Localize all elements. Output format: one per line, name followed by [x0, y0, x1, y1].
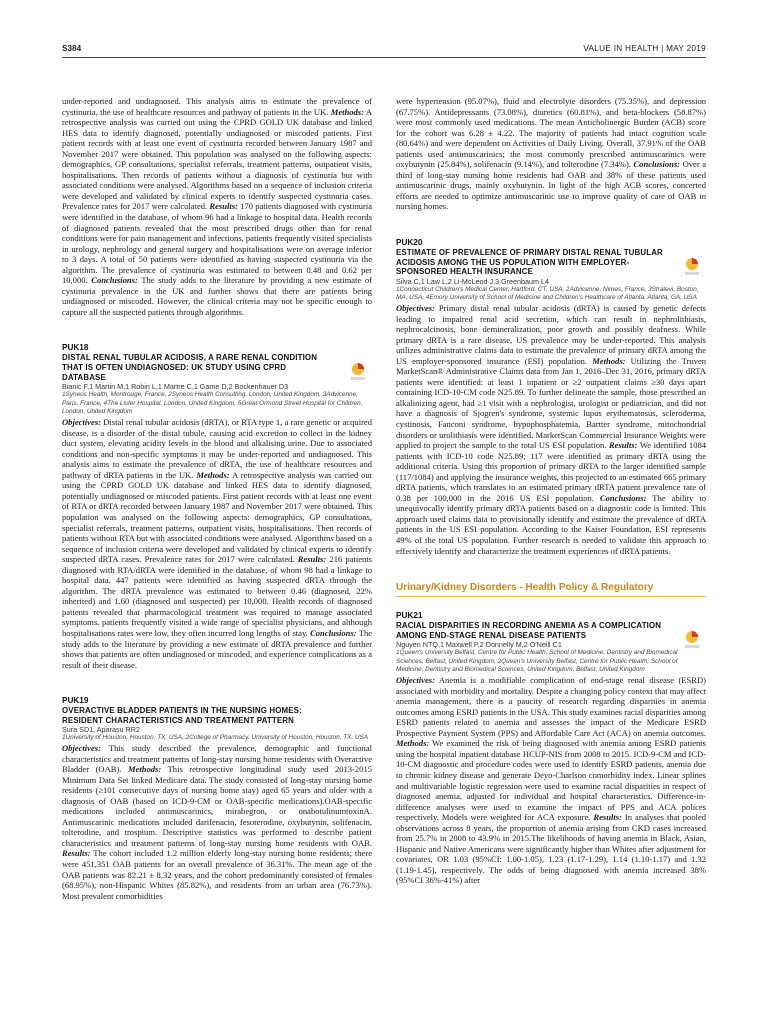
affiliations: 1University of Houston, Houston, TX, USA, 2College of Pharmacy, University of Houston, Houston, TX, USA: [62, 734, 369, 742]
running-header: [62, 44, 706, 60]
header-rule: [62, 57, 706, 58]
affiliations: 1Connecticut Children's Medical Center, Hartford, CT, USA, 2Advicenne, Nimes, France, 3Stratevi, Boston, MA, USA, 4Emory University of School of Medicine and Children's Healthcare of Atlanta, Atlanta, GA, USA: [396, 285, 699, 302]
check-for-updates-icon[interactable]: [348, 361, 368, 383]
author-list: Bianic F,1 Martin M,1 Robin L,1 Martre C,1 Game D,2 Bockenhauer D3: [62, 382, 289, 392]
abstract-puk19: [62, 696, 372, 901]
author-list: Nguyen NTQ,1 Maxwell P,2 Donnelly M,2 O'Neill C1: [396, 640, 562, 650]
affiliations: 1Queen's University Belfast, Centre for Public Health, School of Medicine, Dentistry and Biomedical Sciences, Belfast, United Kingdom, 2Queen's University Belfast, Centre for Public Health, School of Medicine, Dentistry and Biomedical Sciences, United Kingdom, Belfast, United Kingdom: [396, 649, 678, 674]
abstract-puk19-continued: [396, 96, 706, 212]
abstract-id: PUK20: [396, 238, 423, 248]
abstract-text: under-reported and undiagnosed. This analysis aims to estimate the prevalence of cystinuria, the use of healthcare resources and pathway of patients in the UK. Methods: A retrospective analysis was carried out using the CPRD GOLD UK database and linked HES data to identify diagnosed, potentially undiagnosed or miscoded patients. First patient records with at least one event of cystinuria recorded between January 1987 and November 2017 were obtained. This population was analysed on the following aspects: demographics, GP consultations, specialist referrals, treatment patterns, outpatient visits, hospitalisations. Then records of patients without a diagnosis of cystinuria but with associated conditions were analysed. Algorithms based on a sequence of inclusion criteria were developed and validated by clinical experts to identify suspected cystinuria cases. Prevalence rates for 2017 were calculated. Results: 170 patients diagnosed with cystinuria were identified in the database, of whom 96 had a linkage to hospital data. Health records of diagnosed patients revealed that the most prescribed drugs other than for renal conditions were for pain management and infections, patients frequently visited specialists in urology, nephrology and general surgery and hospitalisations were on average inferior to 3 days. A total of 50 patients were identified as having suspected cystinuria via the algorithm. The prevalence of cystinuria was estimated to between 0.48 and 0.62 per 10,000. Conclusions: The study adds to the literature by providing a new estimate of cystinuria prevalence in the UK and further shows that there are patients being undiagnosed or miscoded. However, the clinical criteria may not be specific enough to capture all the suspected patients through algorithms.: [62, 96, 372, 317]
abstract-title: ESTIMATE OF PREVALENCE OF PRIMARY DISTAL RENAL TUBULAR ACIDOSIS AMONG THE US POPULATION WITH EMPLOYER-SPONSORED HEALTH INSURANCE: [396, 248, 663, 277]
abstract-puk20: [396, 238, 706, 556]
abstract-id: PUK21: [396, 611, 423, 621]
abstract-id: PUK18: [62, 343, 89, 353]
journal-issue: VALUE IN HEALTH | MAY 2019: [583, 44, 706, 53]
abstract-title: RACIAL DISPARITIES IN RECORDING ANEMIA AS A COMPLICATION AMONG END-STAGE RENAL DISEASE PATIENTS: [396, 621, 662, 640]
abstract-body: Objectives: Primary distal renal tubular acidosis (dRTA) is caused by genetic defects leading to impaired renal acid secretion, which can result in nephrolithiasis, nephrocalcinosis, bone demineralization, poor growth and possibly deafness. While primary dRTA is a rare disease, US prevalence may be under-reported. This analysis utilizes administrative claims data to estimate the prevalence of primary dRTA among the US employer-sponsored insurance (ESI) population. Methods: Utilizing the Truven MarketScan® Administrative Claims data from Jan 1, 2016–Dec 31, 2016, primary dRTA patients were identified: at least 1 inpatient or ≥2 outpatient claims ≥30 days apart containing ICD-10-CM code N25.89. To further delineate the sample, those prescribed an alkalinizing agent, had ≥1 visit with a nephrologist, urologist or pediatrician, and did not have a diagnosis of Sjogren's syndrome, systemic lupus erythematosus, scleroderma, cystinosis, Fanconi syndrome, hypophosphatemia, Bartter syndrome, mitochondrial disorders or urolithiasis were identified. MarketScan Commercial Insurance Weights were applied to project the sample to the total US ESI population. Results: We identified 1084 patients with ICD-10 code N25.89; 117 were identified as primary dRTA using the additional criteria. Using this proportion of primary dRTA to the larger identified sample (117/1084) and applying the insurance weights, this projected to an estimated 665 primary dRTA patients, which translates to an estimated primary dRTA patient prevalence rate of 0.38 per 100,000 in the 2016 US ESI population. Conclusions: The ability to unequivocally identify primary dRTA patients based on a diagnostic code is limited. This approach used claims data to provisionally identify and estimate the prevalence of dRTA patients in the US ESI population. According to the Kaiser Foundation, ESI represents 49% of the total US population. Further research is needed to validate this approach to effectively identify and characterize the treatment experiences of dRTA patients.: [396, 302, 706, 556]
abstract-puk18: [62, 343, 372, 670]
abstract-id: PUK19: [62, 696, 89, 706]
left-column: [62, 96, 372, 988]
abstract-puk21: [396, 611, 706, 886]
right-column: [396, 96, 706, 988]
abstract-title: DISTAL RENAL TUBULAR ACIDOSIS, A RARE RENAL CONDITION THAT IS OFTEN UNDIAGNOSED: UK STUDY USING CPRD DATABASE: [62, 353, 318, 382]
section-heading: Urinary/Kidney Disorders - Health Policy & Regulatory: [396, 582, 706, 597]
abstract-text: were hypertension (95.07%), fluid and electrolyte disorders (75.35%), and depression (67.75%). Antidepressants (73.08%), diuretics (60.81%), and beta-blockers (58.87%) were most commonly used medications. The mean Anticholinergic Burden (ACB) score for the cohort was 6.28 ± 4.22. The majority of patients had intact cognition scale (80.64%) and were dependent on Activities of Daily Living. Overall, 37.91% of the OAB patients used antimuscarinics; the most commonly prescribed antimuscarinics were oxybutynin (25.84%), solifenacin (9.14%), and tolterodine (7.34%). Conclusions: Over a third of long-stay nursing home residents had OAB and 38% of these patients used antimuscarinic drugs, mainly oxybutynin. In light of the high ACB scores, concerted efforts are needed to optimize antimuscarinic use to improve quality of care of OAB in nursing homes.: [396, 96, 706, 212]
abstract-continued: [62, 96, 372, 317]
page-number: S384: [62, 44, 82, 53]
abstract-body: Objectives: This study described the prevalence, demographic and functional characteristics and treatment patterns of long-stay nursing home residents with Overactive Bladder (OAB). Methods: This retrospective longitudinal study used 2013-2015 Minimum Data Set linked Medicare data. The study consisted of long-stay nursing home residents (≥101 consecutive days of nursing home stay) aged 65 years and older with a diagnosis of OAB (based on ICD-9-CM or OAB-specific medications).OAB-specific medications included antimuscarinics, mirabegron, or onabotulinumtoxinA. Antimuscarinic medications included darifenacin, fesoterodine, oxybutynin, solifenacin, tolterodine, and trospium. Descriptive statistics was performed to describe patient characteristics and treatment patterns of long-stay nursing home residents with OAB. Results: The cohort included 1.2 million elderly long-stay nursing home residents; there were 451,351 OAB patients for an overall prevalence of 36.31%. The mean age of the OAB patients was 82.21 ± 8.32 years, and the cohort predominantly consisted of females (68.95%), non-Hispanic Whites (85.82%), and residents from an urban area (76.73%). Most prevalent comorbidities: [62, 742, 372, 901]
author-list: Silva C,1 Law L,2 Li-McLeod J,3 Greenbaum L4: [396, 276, 550, 286]
check-for-updates-icon[interactable]: [682, 629, 702, 651]
check-for-updates-icon[interactable]: [682, 256, 702, 278]
abstract-body: Objectives: Anemia is a modifiable complication of end-stage renal disease (ESRD) associated with morbidity and mortality. Despite a changing policy context that may affect anemia management, there is a paucity of research regarding disparities in anemia outcomes among ESRD patients in the USA. This study examines racial disparities among ESRD patients related to anemia and assesses the impact of the Medicare ESRD Prospective Payment System (PPS) and Affordable Care Act (ACA) on anemia outcomes. Methods: We examined the risk of being diagnosed with anemia among ESRD patients using the hospital inpatient database HCUP-NIS from 2008 to 2015. ICD-9-CM and ICD-10-CM diagnostic and procedure codes were used to identify ESRD patients, anemia due to chronic kidney disease and generate Deyo-Charlson comorbidity index. Linear splines and multivariable logistic regression were used to examine racial disparities in respect of diagnosed anemia, adjusted for individual and hospital characteristics. Difference-in-difference analyses were used to examine the impact of PPS and ACA polices respectively. Models were weighted for ACA exposure. Results: In analyses that pooled observations across 8 years, the proportion of anemia arising from CKD cases increased from 25.7% in 2008 to 43.9% in 2015.The likelihoods of having anemia in Black, Asian, Hispanic and Native Americans were significantly higher than Whites after adjustment for covariates, OR 1.03 (95%CI: 1.00-1.05), 1.23 (1.17-1.29), 1.14 (1.10-1.17) and 1.32 (1.19-1.45), respectively. The odds of being diagnosed with anemia increased 38% (95%CI 36%-41%) after: [396, 675, 706, 886]
abstract-title: OVERACTIVE BLADDER PATIENTS IN THE NURSING HOMES: RESIDENT CHARACTERISTICS AND TREATMENT PATTERN: [62, 706, 302, 725]
affiliations: 1Syneos Health, Montrouge, France, 2Syneos Health Consulting, London, United Kingdom, 3Advicenne, Paris, France, 4The Lister Hospital, London, United Kingdom, 5Great Ormond Street Hospital for Children, London, United Kingdom: [62, 391, 363, 416]
abstract-body: Objectives: Distal renal tubular acidosis (dRTA), or RTA type 1, a rare genetic or acquired disease, is a disorder of the distal tubule, causing acid excretion to collect in the kidney duct system, elevating acidity levels in the blood and alkalising urine. Due to associated conditions and non-specific symptoms it may be under-reported and undiagnosed. This analysis aims to estimate the prevalence of dRTA, the use of healthcare resources and pathway of dRTA patients in the UK. Methods: A retrospective analysis was carried out using the CPRD GOLD UK database and linked HES data to identify diagnosed, potentially undiagnosed or miscoded patients. First patient records with at least one event of RTA or dRTA recorded between January 1987 and November 2017 were obtained. This population was analysed on the following aspects: demographics, GP consultations, specialist referrals, treatment patterns, outpatient visits, hospitalisations. Then records of patients without RTA but with associated conditions were analysed. Algorithms based on a sequence of inclusion criteria were developed and validated by clinical experts to identify suspected dRTA cases. Prevalence rates for 2017 were calculated. Results: 216 patients diagnosed with RTA/dRTA were identified in the database, of whom 98 had a linkage to hospital data. 447 patients were identified as having suspected dRTA through the algorithm. The dRTA prevalence was estimated to between 0.46 (diagnosed, 22% inherited) and 1.60 (diagnosed and suspected) per 10,000. Health records of diagnosed patients revealed that pharmacological treatment was required to manage associated symptoms, patients frequently visited a wide range of specialist physicians, and although hospitalisations rates were low, they often incurred long lengths of stay. Conclusions: The study adds to the literature by providing a new estimate of dRTA prevalence and further shows that patients are often undiagnosed or miscoded, and experience complications as a result of their disease.: [62, 417, 372, 670]
author-list: Sura SD1, Aparasu RR2: [62, 725, 140, 735]
